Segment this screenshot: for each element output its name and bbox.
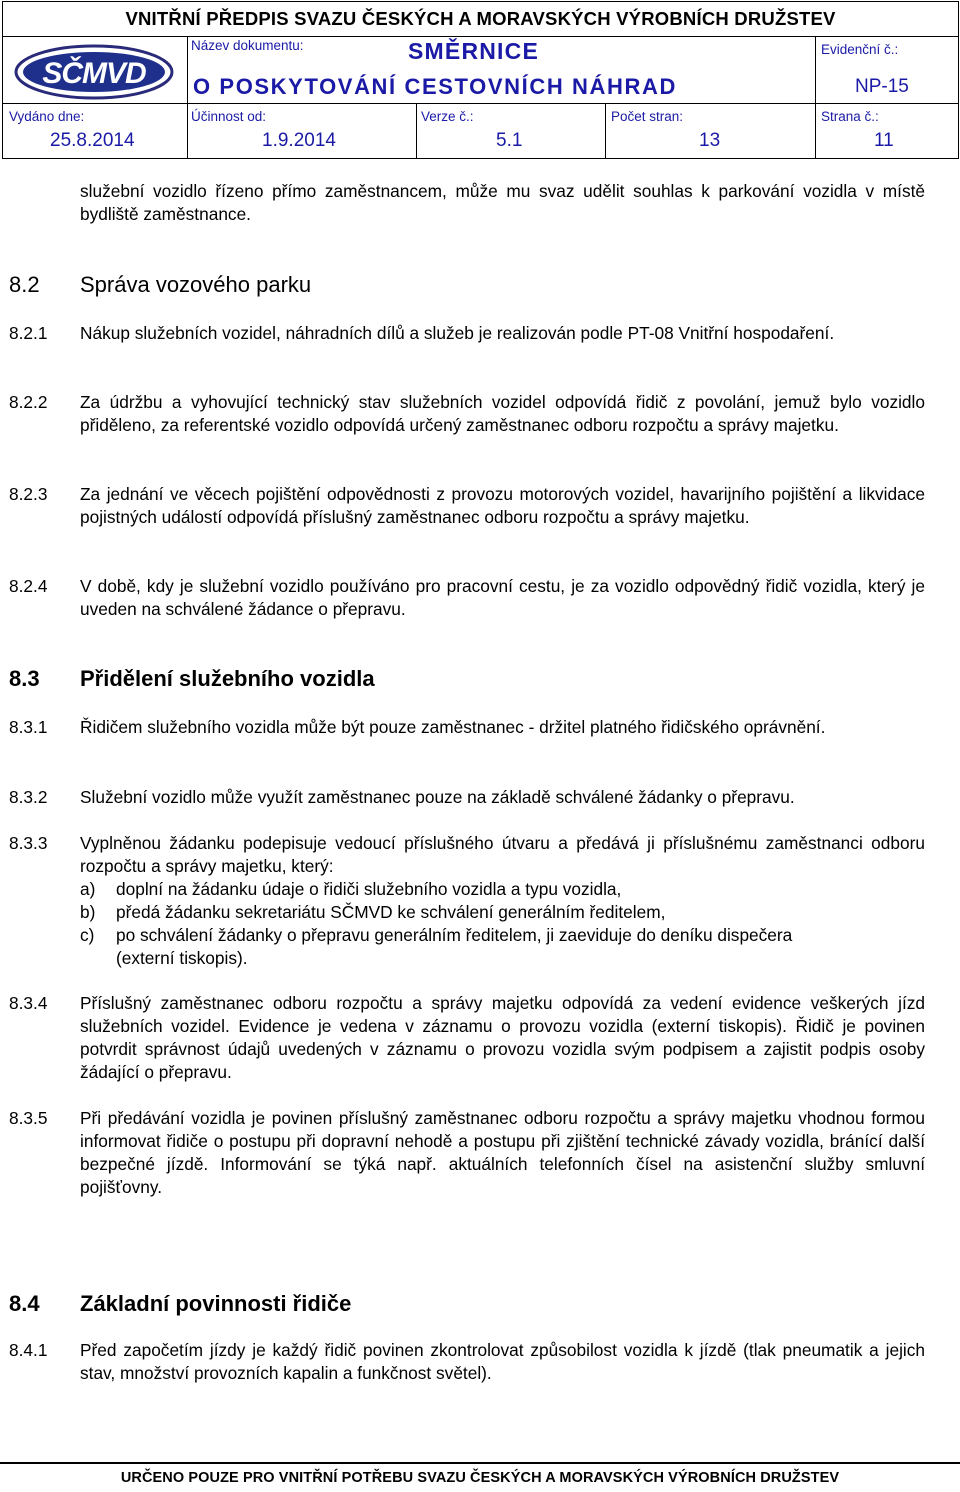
version-label: Verze č.: [421,109,474,124]
list-item-a-text: doplní na žádanku údaje o řidiči služebního vozidla a typu vozidla, [116,879,622,899]
list-item-c-mark: c) [80,925,95,945]
section-8-2-number: 8.2 [9,272,40,297]
section-8-3-4-number: 8.3.4 [9,993,48,1013]
issued-value: 25.8.2014 [50,130,135,151]
list-item-a-mark: a) [80,879,96,899]
section-8-3-5-text: Při předávání vozidla je povinen příslušný zaměstnanec odboru rozpočtu a správy majetku vhodnou formou informovat řidiče o postupu při dopravní nehodě a postupu při zjištění technické závady vozidla, bránící další bezpečné jízdě. Informování se týká např. aktuálních telefonních čísel na asistenční služby smluvní pojišťovny. [80,1108,925,1197]
section-8-3-2-text: Služební vozidlo může využít zaměstnanec pouze na základě schválené žádanky o přepravu. [80,787,795,807]
section-8-3-number: 8.3 [9,666,40,691]
footer-divider [0,1462,960,1464]
section-8-3-2-number: 8.3.2 [9,787,48,807]
scmvd-logo [14,44,174,100]
issued-label: Vydáno dne: [9,109,85,124]
doc-name-label: Název dokumentu: [191,38,304,53]
section-8-4-number: 8.4 [9,1291,40,1316]
evid-value: NP-15 [855,76,909,97]
section-8-2-1-number: 8.2.1 [9,323,48,343]
pages-value: 13 [699,130,721,151]
effective-value: 1.9.2014 [262,130,336,151]
page-value: 11 [874,130,894,151]
section-8-2-2-text: Za údržbu a vyhovující technický stav služebních vozidel odpovídá řidič z povolání, jemuž bylo vozidlo přiděleno, za referentské vozidlo odpovídá určený zaměstnanec odboru rozpočtu a správy majetku. [80,392,925,435]
section-8-4-1-text: Před započetím jízdy je každý řidič povinen zkontrolovat způsobilost vozidla k jízdě (tlak pneumatik a jejich stav, množství provozních kapalin a funkčnost světel). [80,1340,925,1383]
footer-text: URČENO POUZE PRO VNITŘNÍ POTŘEBU SVAZU ČESKÝCH A MORAVSKÝCH VÝROBNÍCH DRUŽSTEV [120,1470,840,1486]
evid-label: Evidenční č.: [821,42,899,57]
list-item-b-text: předá žádanku sekretariátu SČMVD ke schválení generálním ředitelem, [116,902,666,922]
section-8-2-3-text: Za jednání ve věcech pojištění odpovědnosti z provozu motorových vozidel, havarijního pojištění a likvidace pojistných událostí odpovídá příslušný zaměstnanec odboru rozpočtu a správy majetku. [80,484,925,527]
doc-name-line2: O POSKYTOVÁNÍ CESTOVNÍCH NÁHRAD [193,74,677,99]
version-value: 5.1 [496,130,523,151]
section-8-2-title: Správa vozového parku [80,272,312,297]
section-8-3-1-text: Řidičem služebního vozidla může být pouze zaměstnanec - držitel platného řidičského oprávnění. [80,717,826,737]
section-8-2-4-number: 8.2.4 [9,576,48,596]
pages-label: Počet stran: [611,109,684,124]
intro-paragraph: služební vozidlo řízeno přímo zaměstnancem, může mu svaz udělit souhlas k parkování vozidla v místě bydliště zaměstnance. [80,181,925,224]
list-item-c-text: po schválení žádanky o přepravu generálním ředitelem, ji zaeviduje do deníku dispečera [116,925,793,945]
section-8-2-2-number: 8.2.2 [9,392,48,412]
section-8-3-1-number: 8.3.1 [9,717,48,737]
section-8-2-4-text: V době, kdy je služební vozidlo používáno pro pracovní cestu, je za vozidlo odpovědný řidič vozidla, který je uveden na schválené žádance o přepravu. [80,576,925,619]
section-8-4-title: Základní povinnosti řidiče [80,1291,352,1316]
doc-name-line1: SMĚRNICE [408,38,540,64]
section-8-3-4-text: Příslušný zaměstnanec odboru rozpočtu a správy majetku odpovídá za vedení evidence veškerých jízd služebních vozidel. Evidence je vedena v záznamu o provozu vozidla (externí tiskopis). Řidič je povinen potvrdit správnost údajů uvedených v záznamu o provozu vozidla svým podpisem a zajistit podpis osoby žádající o přepravu. [80,993,925,1082]
section-8-3-5-number: 8.3.5 [9,1108,48,1128]
svg-text:SČMVD: SČMVD [42,57,146,90]
section-8-3-3-number: 8.3.3 [9,833,48,853]
section-8-3-3-text: Vyplněnou žádanku podepisuje vedoucí příslušného útvaru a předává ji příslušnému zaměstnanci odboru rozpočtu a správy majetku, který: [80,833,925,876]
section-8-2-3-number: 8.2.3 [9,484,48,504]
list-item-c-text-2: (externí tiskopis). [116,948,248,968]
header-title: VNITŘNÍ PŘEDPIS SVAZU ČESKÝCH A MORAVSKÝCH VÝROBNÍCH DRUŽSTEV [3,2,959,37]
section-8-2-1-text: Nákup služebních vozidel, náhradních dílů a služeb je realizován podle PT-08 Vnitřní hospodaření. [80,323,835,343]
section-8-4-1-number: 8.4.1 [9,1340,48,1360]
page-label: Strana č.: [821,109,879,124]
section-8-3-title: Přidělení služebního vozidla [80,666,375,691]
effective-label: Účinnost od: [191,109,267,124]
list-item-b-mark: b) [80,902,96,922]
